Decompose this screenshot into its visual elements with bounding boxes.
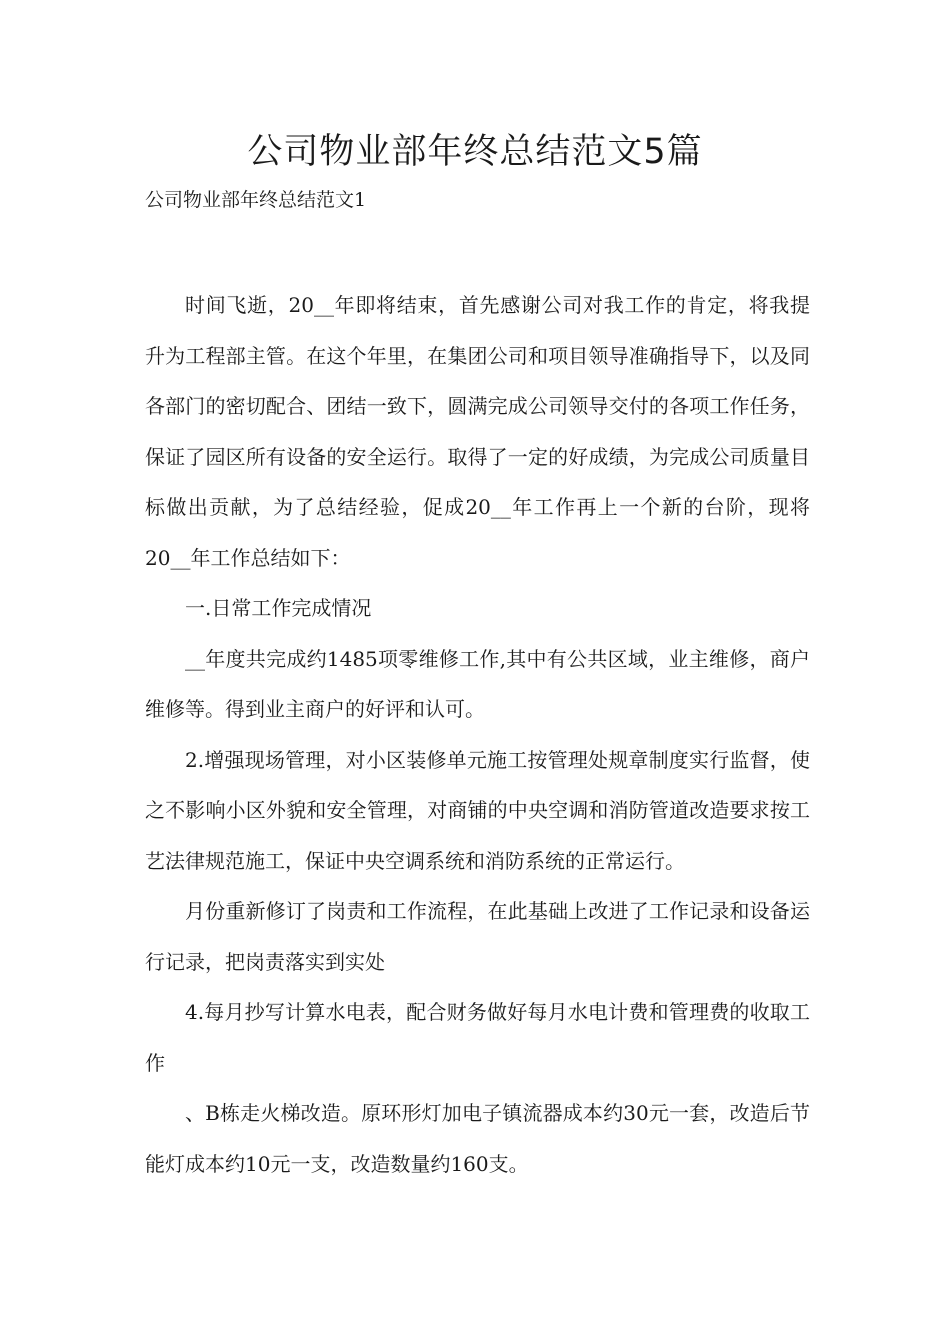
paragraph-section-heading: 一.日常工作完成情况: [185, 596, 372, 620]
paragraph-lighting-retrofit: 、B栋走火梯改造。原环形灯加电子镇流器成本约30元一套，改造后节能灯成本约10元一支，改造数量约160支。: [145, 1101, 810, 1176]
paragraph-repairs: __年度共完成约1485项零维修工作,其中有公共区域，业主维修，商户维修等。得到业主商户的好评和认可。: [145, 646, 810, 721]
document-body: [145, 280, 810, 1189]
paragraph-intro: 时间飞逝，20__年即将结束，首先感谢公司对我工作的肯定，将我提升为工程部主管。在这个年里，在集团公司和项目领导准确指导下，以及同各部门的密切配合、团结一致下，圆满完成公司领导交付的各项工作任务，保证了园区所有设备的安全运行。取得了一定的好成绩，为完成公司质量目标做出贡献，为了总结经验，促成20__年工作再上一个新的台阶，现将20__年工作总结如下：: [145, 293, 810, 570]
paragraph-meter-reading: 4.每月抄写计算水电表，配合财务做好每月水电计费和管理费的收取工作: [145, 1000, 810, 1075]
paragraph-workflow: 月份重新修订了岗责和工作流程，在此基础上改进了工作记录和设备运行记录，把岗责落实到实处: [145, 899, 810, 974]
document-title: 公司物业部年终总结范文5篇: [247, 132, 703, 172]
document-subtitle: 公司物业部年终总结范文1: [145, 189, 367, 211]
paragraph-site-management: 2.增强现场管理，对小区装修单元施工按管理处规章制度实行监督，使之不影响小区外貌和安全管理，对商铺的中央空调和消防管道改造要求按工艺法律规范施工，保证中央空调系统和消防系统的正常运行。: [145, 747, 810, 873]
